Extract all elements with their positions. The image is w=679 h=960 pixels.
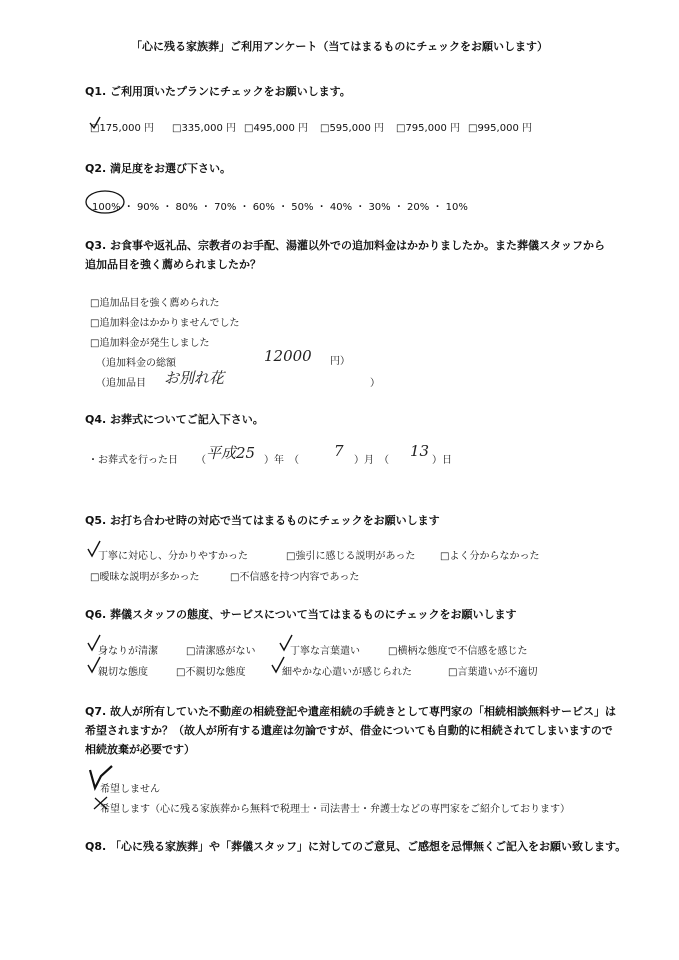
check-mark-icon — [86, 634, 102, 652]
q7-option-not-wanted[interactable]: 希望しません — [100, 784, 160, 795]
q4-era-year-value[interactable]: 平成25 — [206, 444, 256, 462]
check-mark-icon — [270, 656, 286, 674]
q5-option-distrust[interactable]: □不信感を持つ内容であった — [230, 572, 360, 583]
q1-option-595000[interactable]: □595,000 円 — [320, 123, 384, 134]
q3-question-line1: Q3. お食事や返礼品、宗教者のお手配、湯灌以外での追加料金はかかりましたか。また葬儀スタッフから — [85, 239, 606, 252]
q1-option-795000[interactable]: □795,000 円 — [396, 123, 460, 134]
q4-day-label: ）日 — [432, 455, 452, 466]
q4-date-label: ・お葬式を行った日 — [88, 455, 178, 466]
q3-question-line2: 追加品目を強く薦められましたか？ — [85, 258, 261, 271]
page-title: 「心に残る家族葬」ご利用アンケート（当てはまるものにチェックをお願いします） — [130, 40, 548, 53]
q1-option-175000[interactable]: □175,000 円 — [90, 123, 154, 134]
q2-satisfaction-scale[interactable]: 100% ・ 90% ・ 80% ・ 70% ・ 60% ・ 50% ・ 40% ・ 30% ・ 20% ・ 10% — [92, 202, 468, 213]
q3-option-no-extra-fee[interactable]: □追加料金はかかりませんでした — [90, 318, 240, 329]
q6-option-unkind[interactable]: □不親切な態度 — [176, 667, 246, 678]
q5-question: Q5. お打ち合わせ時の対応で当てはまるものにチェックをお願いします — [85, 514, 440, 527]
q3-amount-value[interactable]: 12000 — [264, 347, 312, 365]
q7-question-line1: Q7. 故人が所有していた不動産の相続登記や遺産相続の手続きとして専門家の「相続相談無料サービス」は — [85, 705, 617, 718]
q6-option-attentive[interactable]: 細やかな心遣いが感じられた — [282, 667, 412, 678]
q3-item-value[interactable]: お別れ花 — [164, 369, 225, 387]
q7-option-wanted[interactable]: 希望します（心に残る家族葬から無料で税理士・司法書士・弁護士などの専門家をご紹介しております） — [100, 804, 570, 815]
q5-option-forceful[interactable]: □強引に感じる説明があった — [286, 551, 416, 562]
q5-option-unclear[interactable]: □よく分からなかった — [440, 551, 540, 562]
q3-option-pushed-items[interactable]: □追加品目を強く薦められた — [90, 298, 220, 309]
q1-option-995000[interactable]: □995,000 円 — [468, 123, 532, 134]
q3-item-label: （追加品目 — [96, 378, 146, 389]
q2-question: Q2. 満足度をお選び下さい。 — [85, 162, 232, 175]
check-mark-icon — [88, 764, 114, 794]
q5-option-ambiguous[interactable]: □曖昧な説明が多かった — [90, 572, 200, 583]
q4-month-value[interactable]: 7 — [334, 442, 344, 460]
q1-option-495000[interactable]: □495,000 円 — [244, 123, 308, 134]
check-mark-icon — [88, 116, 102, 130]
q1-option-335000[interactable]: □335,000 円 — [172, 123, 236, 134]
q3-amount-unit: 円） — [330, 356, 350, 367]
q8-question: Q8. 「心に残る家族葬」や「葬儀スタッフ」に対してのご意見、ご感想を忌憚無くご記入をお願い致します。 — [85, 840, 627, 853]
q7-question-line3: 相続放棄が必要です） — [85, 743, 195, 756]
q1-question: Q1. ご利用頂いたプランにチェックをお願いします。 — [85, 85, 351, 98]
q4-month-label: ）月 （ — [354, 455, 389, 466]
q6-option-arrogant[interactable]: □横柄な態度で不信感を感じた — [388, 646, 528, 657]
q6-option-polite-language[interactable]: 丁寧な言葉遣い — [290, 646, 360, 657]
q6-question: Q6. 葬儀スタッフの態度、サービスについて当てはまるものにチェックをお願いします — [85, 608, 517, 621]
q5-option-polite[interactable]: 丁寧に対応し、分かりやすかった — [98, 551, 248, 562]
q7-question-line2: 希望されますか？（故人が所有する遺産は勿論ですが、借金についても自動的に相続されてしまいますので — [85, 724, 613, 737]
strike-mark-icon — [92, 794, 110, 812]
circle-mark-icon — [83, 188, 127, 216]
q4-day-value[interactable]: 13 — [410, 442, 430, 460]
q6-option-not-clean[interactable]: □清潔感がない — [186, 646, 256, 657]
q3-amount-label: （追加料金の総額 — [96, 358, 176, 369]
q4-year-label: ）年 （ — [264, 455, 299, 466]
check-mark-icon — [86, 540, 102, 558]
q4-question: Q4. お葬式についてご記入下さい。 — [85, 413, 264, 426]
q3-option-extra-fee[interactable]: □追加料金が発生しました — [90, 338, 210, 349]
q6-option-inappropriate-language[interactable]: □言葉遣いが不適切 — [448, 667, 538, 678]
q4-open-paren: （ — [196, 455, 206, 466]
q3-item-close: ） — [370, 378, 380, 389]
check-mark-icon — [86, 656, 102, 674]
check-mark-icon — [278, 634, 294, 652]
q6-option-clean-appearance[interactable]: 身なりが清潔 — [98, 646, 158, 657]
q6-option-kind[interactable]: 親切な態度 — [98, 667, 148, 678]
